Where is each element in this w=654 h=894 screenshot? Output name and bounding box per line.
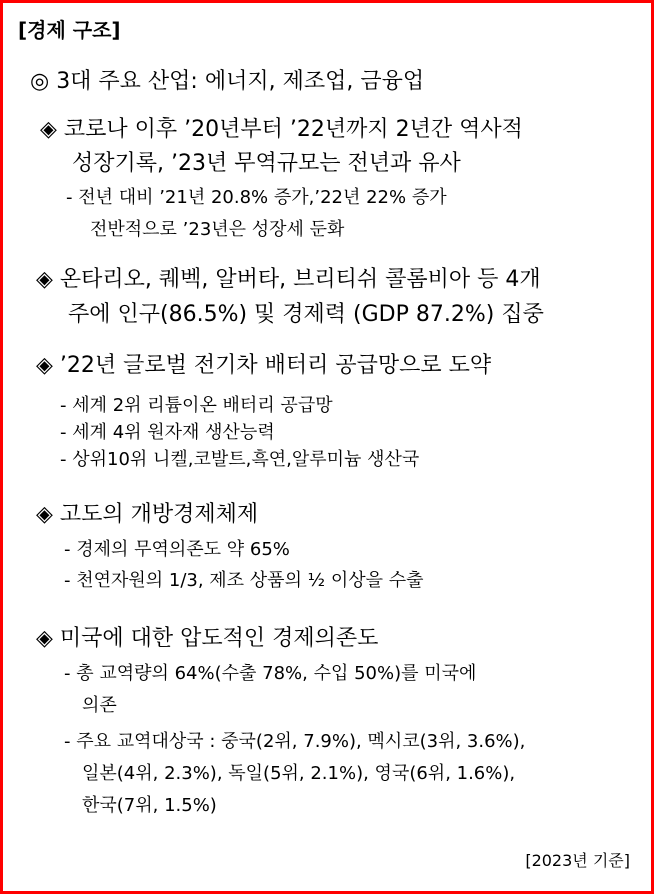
section-4-bullet-1: - 경제의 무역의존도 약 65% <box>64 539 290 560</box>
page-title: [경제 구조] <box>18 18 121 42</box>
section-3-bullet-3: - 상위10위 니켈,코발트,흑연,알루미늄 생산국 <box>60 449 420 470</box>
section-2-header-line-2: 주에 인구(86.5%) 및 경제력 (GDP 87.2%) 집중 <box>68 302 544 327</box>
section-1-header-line-2: 성장기록, ’23년 무역규모는 전년과 유사 <box>72 151 461 176</box>
section-4-header: ◈ 고도의 개방경제체제 <box>36 502 259 527</box>
section-1-header-line-1: ◈ 코로나 이후 ’20년부터 ’22년까지 2년간 역사적 <box>40 117 523 142</box>
section-4-bullet-2: - 천연자원의 1/3, 제조 상품의 ½ 이상을 수출 <box>64 570 424 591</box>
footnote: [2023년 기준] <box>525 851 630 870</box>
section-5-bullet-2-line-1: - 주요 교역대상국 : 중국(2위, 7.9%), 멕시코(3위, 3.6%), <box>64 731 526 752</box>
section-3-bullet-1: - 세계 2위 리튬이온 배터리 공급망 <box>60 395 333 416</box>
section-5-header: ◈ 미국에 대한 압도적인 경제의존도 <box>36 626 379 651</box>
section-3-header: ◈ ’22년 글로벌 전기차 배터리 공급망으로 도약 <box>36 353 492 378</box>
section-5-bullet-1-line-1: - 총 교역량의 64%(수출 78%, 수입 50%)를 미국에 <box>64 663 477 684</box>
section-1-bullet-1-line-1: - 전년 대비 ’21년 20.8% 증가,’22년 22% 증가 <box>66 187 447 208</box>
section-3-bullet-2: - 세계 4위 원자재 생산능력 <box>60 422 275 443</box>
section-2-header-line-1: ◈ 온타리오, 퀘벡, 알버타, 브리티쉬 콜롬비아 등 4개 <box>36 267 541 292</box>
main-industries-line: ◎ 3대 주요 산업: 에너지, 제조업, 금융업 <box>30 69 425 94</box>
section-5-bullet-2-line-2: 일본(4위, 2.3%), 독일(5위, 2.1%), 영국(6위, 1.6%), <box>82 763 516 784</box>
section-5-bullet-1-line-2: 의존 <box>82 695 117 716</box>
section-1-bullet-1-line-2: 전반적으로 ’23년은 성장세 둔화 <box>90 219 345 240</box>
section-5-bullet-2-line-3: 한국(7위, 1.5%) <box>82 795 217 816</box>
